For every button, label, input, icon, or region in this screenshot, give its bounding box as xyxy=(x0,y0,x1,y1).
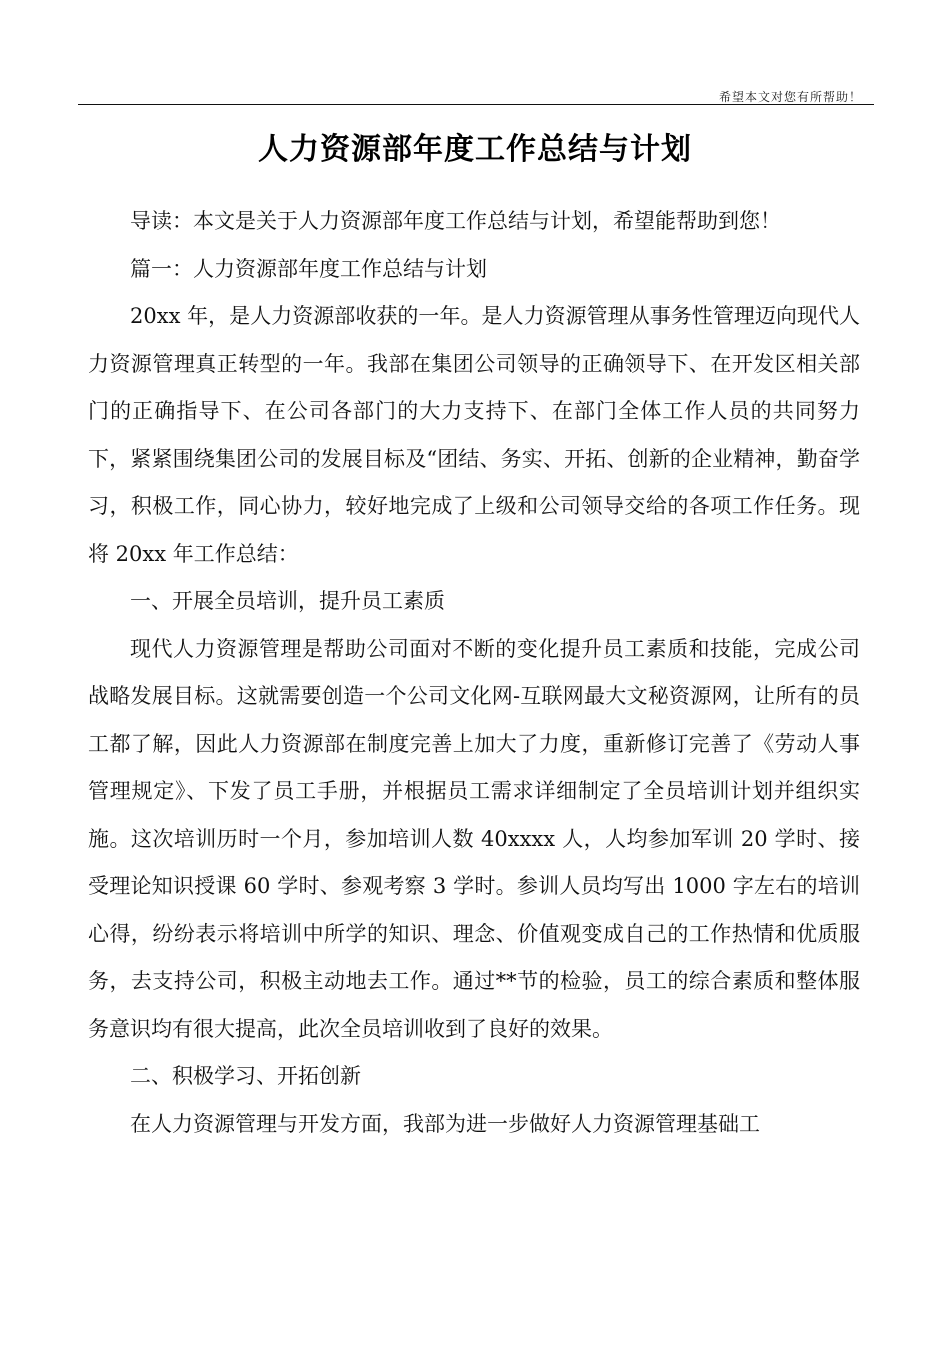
header-divider xyxy=(78,104,874,105)
body-paragraph: 20xx 年，是人力资源部收获的一年。是人力资源管理从事务性管理迈向现代人力资源管理真正转型的一年。我部在集团公司领导的正确领导下、在开发区相关部门的正确指导下、在公司各部门的大力支持下、在部门全体工作人员的共同努力下，紧紧围绕集团公司的发展目标及“团结、务实、开拓、创新的企业精神，勤奋学习，积极工作，同心协力，较好地完成了上级和公司领导交给的各项工作任务。现将 20xx 年工作总结： xyxy=(88,304,860,566)
body-paragraph: 在人力资源管理与开发方面，我部为进一步做好人力资源管理基础工 xyxy=(130,1111,760,1136)
section-heading: 篇一：人力资源部年度工作总结与计划 xyxy=(130,256,487,281)
document-title: 人力资源部年度工作总结与计划 xyxy=(258,132,692,167)
document-body xyxy=(88,198,860,1148)
section-heading: 一、开展全员培训，提升员工素质 xyxy=(130,589,445,613)
header-note: 希望本文对您有所帮助！ xyxy=(718,90,862,104)
section-heading: 二、积极学习、开拓创新 xyxy=(130,1064,361,1088)
body-paragraph: 现代人力资源管理是帮助公司面对不断的变化提升员工素质和技能，完成公司战略发展目标。这就需要创造一个公司文化网-互联网最大文秘资源网，让所有的员工都了解，因此人力资源部在制度完善上加大了力度，重新修订完善了《劳动人事管理规定》、下发了员工手册，并根据员工需求详细制定了全员培训计划并组织实施。这次培训历时一个月，参加培训人数 40xxxx 人，人均参加军训 20 学时、接受理论知识授课 60 学时、参观考察 3 学时。参训人员均写出 1000 字左右的培训心得，纷纷表示将培训中所学的知识、理念、价值观变成自己的工作热情和优质服务，去支持公司，积极主动地去工作。通过**节的检验，员工的综合素质和整体服务意识均有很大提高，此次全员培训收到了良好的效果。 xyxy=(88,636,860,1041)
intro-paragraph: 导读：本文是关于人力资源部年度工作总结与计划，希望能帮助到您！ xyxy=(130,209,781,233)
